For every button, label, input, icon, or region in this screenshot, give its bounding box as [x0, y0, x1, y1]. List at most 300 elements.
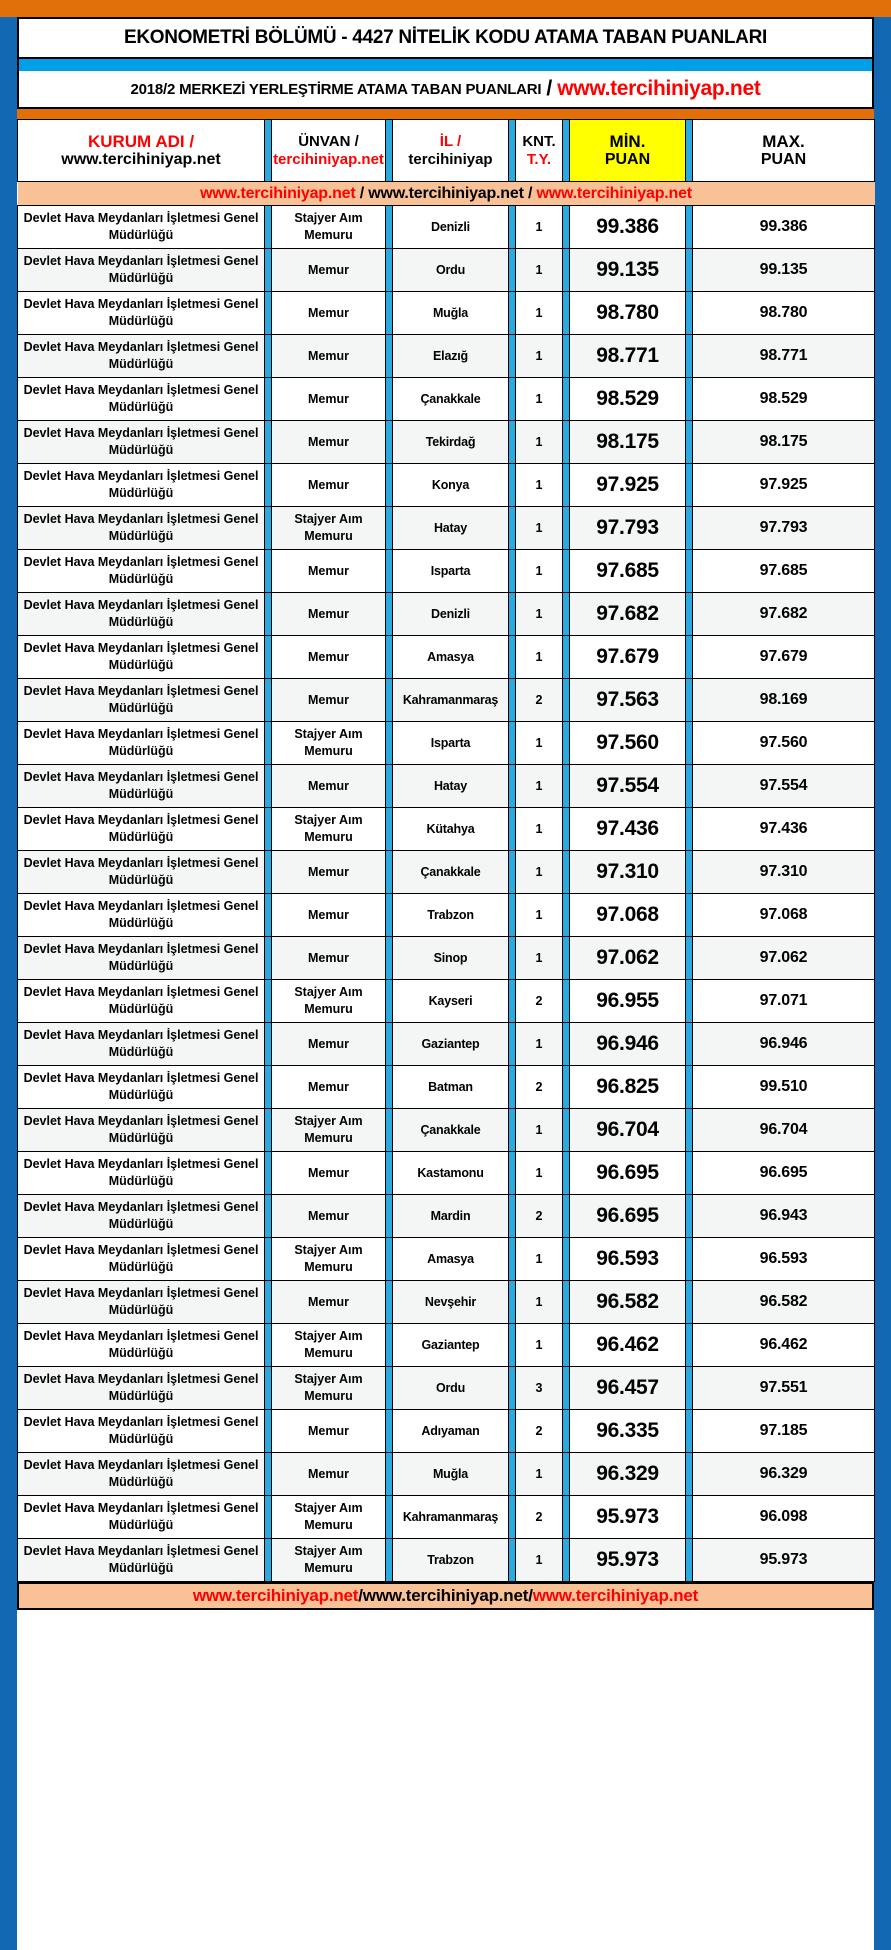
table-row	[18, 1324, 875, 1367]
cell-max-puan: 99.135	[693, 249, 875, 292]
column-separator	[509, 421, 516, 464]
cell-il: Hatay	[393, 507, 509, 550]
orange-divider	[17, 109, 874, 119]
cell-il: Konya	[393, 464, 509, 507]
column-separator	[686, 378, 693, 421]
column-separator	[563, 249, 570, 292]
column-separator	[686, 894, 693, 937]
column-header-kurum	[18, 120, 265, 182]
cell-il: Amasya	[393, 1238, 509, 1281]
column-separator	[265, 206, 272, 249]
cell-kurum: Devlet Hava Meydanları İşletmesi Genel Müdürlüğü	[18, 1324, 265, 1367]
cell-min-puan: 96.955	[570, 980, 686, 1023]
column-separator	[509, 378, 516, 421]
column-separator	[509, 636, 516, 679]
cell-max-puan: 96.695	[693, 1152, 875, 1195]
table-row	[18, 765, 875, 808]
cell-max-puan: 97.560	[693, 722, 875, 765]
cell-max-puan: 96.582	[693, 1281, 875, 1324]
column-separator	[686, 1109, 693, 1152]
column-separator	[509, 894, 516, 937]
cell-min-puan: 96.825	[570, 1066, 686, 1109]
cell-kurum: Devlet Hava Meydanları İşletmesi Genel Müdürlüğü	[18, 1152, 265, 1195]
cell-knt: 1	[516, 1539, 563, 1582]
column-separator	[386, 894, 393, 937]
column-separator	[686, 722, 693, 765]
column-separator	[563, 1281, 570, 1324]
cell-min-puan: 97.310	[570, 851, 686, 894]
watermark-band	[18, 182, 875, 206]
column-header-kurum-line2: www.tercihiniyap.net	[61, 151, 221, 169]
cell-max-puan: 99.510	[693, 1066, 875, 1109]
cell-kurum: Devlet Hava Meydanları İşletmesi Genel Müdürlüğü	[18, 464, 265, 507]
column-separator	[265, 421, 272, 464]
cell-knt: 1	[516, 765, 563, 808]
column-separator	[686, 980, 693, 1023]
column-separator	[265, 1539, 272, 1582]
cell-knt: 1	[516, 1453, 563, 1496]
column-separator	[265, 1324, 272, 1367]
column-header-max-line2: PUAN	[760, 151, 807, 169]
column-separator	[686, 1066, 693, 1109]
cell-il: Gaziantep	[393, 1324, 509, 1367]
column-separator	[509, 120, 516, 182]
column-separator	[509, 206, 516, 249]
cell-min-puan: 98.175	[570, 421, 686, 464]
table-row	[18, 378, 875, 421]
column-separator	[386, 636, 393, 679]
cell-max-puan: 96.946	[693, 1023, 875, 1066]
column-separator	[509, 1539, 516, 1582]
column-separator	[509, 722, 516, 765]
cell-unvan: Memur	[272, 1023, 386, 1066]
cell-kurum: Devlet Hava Meydanları İşletmesi Genel Müdürlüğü	[18, 292, 265, 335]
cell-knt: 3	[516, 1367, 563, 1410]
column-separator	[386, 249, 393, 292]
cell-il: Denizli	[393, 593, 509, 636]
cell-max-puan: 95.973	[693, 1539, 875, 1582]
column-separator	[509, 1195, 516, 1238]
cell-il: Sinop	[393, 937, 509, 980]
cell-unvan: Memur	[272, 1410, 386, 1453]
column-header-min-line1: MİN.	[609, 131, 646, 151]
column-separator	[686, 1539, 693, 1582]
cell-knt: 1	[516, 335, 563, 378]
cell-max-puan: 97.436	[693, 808, 875, 851]
cell-min-puan: 96.946	[570, 1023, 686, 1066]
column-header-unvan	[272, 120, 386, 182]
cell-knt: 1	[516, 507, 563, 550]
column-separator	[686, 937, 693, 980]
cell-min-puan: 95.973	[570, 1496, 686, 1539]
cell-min-puan: 96.329	[570, 1453, 686, 1496]
cell-unvan: Memur	[272, 249, 386, 292]
cell-min-puan: 96.335	[570, 1410, 686, 1453]
cell-max-puan: 98.771	[693, 335, 875, 378]
cell-il: Çanakkale	[393, 1109, 509, 1152]
column-separator	[265, 722, 272, 765]
cell-knt: 1	[516, 851, 563, 894]
column-separator	[563, 636, 570, 679]
page-title	[17, 17, 874, 59]
table-row	[18, 1367, 875, 1410]
table-row	[18, 1109, 875, 1152]
cell-max-puan: 97.554	[693, 765, 875, 808]
column-separator	[563, 593, 570, 636]
cell-unvan: Stajyer Aım Memuru	[272, 722, 386, 765]
cell-knt: 1	[516, 1281, 563, 1324]
table-row	[18, 937, 875, 980]
cell-unvan: Stajyer Aım Memuru	[272, 206, 386, 249]
column-separator	[386, 1281, 393, 1324]
column-separator	[386, 1023, 393, 1066]
cell-knt: 1	[516, 808, 563, 851]
column-separator	[386, 851, 393, 894]
column-separator	[686, 1410, 693, 1453]
column-separator	[563, 1324, 570, 1367]
footer-watermark-band	[17, 1582, 874, 1610]
top-orange-stripe	[0, 0, 891, 17]
table-body	[18, 206, 875, 1582]
column-separator	[563, 1023, 570, 1066]
cell-il: Kütahya	[393, 808, 509, 851]
cell-il: Kayseri	[393, 980, 509, 1023]
cell-max-puan: 96.593	[693, 1238, 875, 1281]
column-separator	[265, 980, 272, 1023]
column-separator	[563, 808, 570, 851]
cell-unvan: Memur	[272, 1152, 386, 1195]
table-row	[18, 1152, 875, 1195]
column-separator	[563, 937, 570, 980]
column-separator	[686, 1324, 693, 1367]
column-separator	[686, 1496, 693, 1539]
column-separator	[509, 1367, 516, 1410]
column-separator	[563, 1066, 570, 1109]
cell-il: Nevşehir	[393, 1281, 509, 1324]
cell-knt: 1	[516, 1238, 563, 1281]
footer-sep-2: /	[528, 1586, 533, 1605]
column-separator	[686, 120, 693, 182]
table-row	[18, 1453, 875, 1496]
column-separator	[386, 593, 393, 636]
table-row	[18, 894, 875, 937]
cell-unvan: Stajyer Aım Memuru	[272, 980, 386, 1023]
cell-il: Ordu	[393, 249, 509, 292]
cell-max-puan: 97.682	[693, 593, 875, 636]
column-separator	[563, 851, 570, 894]
column-separator	[386, 1195, 393, 1238]
cell-unvan: Memur	[272, 679, 386, 722]
column-separator	[265, 120, 272, 182]
column-separator	[386, 550, 393, 593]
column-separator	[563, 1539, 570, 1582]
cell-max-puan: 97.925	[693, 464, 875, 507]
column-separator	[386, 765, 393, 808]
column-separator	[386, 1109, 393, 1152]
column-separator	[563, 1367, 570, 1410]
page-subtitle	[17, 71, 874, 109]
column-header-kurum-line1: KURUM ADI /	[87, 131, 195, 151]
cell-il: Muğla	[393, 1453, 509, 1496]
cell-max-puan: 97.071	[693, 980, 875, 1023]
column-separator	[509, 593, 516, 636]
cell-unvan: Stajyer Aım Memuru	[272, 1238, 386, 1281]
cell-il: Çanakkale	[393, 378, 509, 421]
cell-min-puan: 97.685	[570, 550, 686, 593]
column-separator	[686, 765, 693, 808]
column-separator	[563, 507, 570, 550]
table-row	[18, 421, 875, 464]
column-separator	[386, 1539, 393, 1582]
cell-unvan: Memur	[272, 894, 386, 937]
cell-kurum: Devlet Hava Meydanları İşletmesi Genel Müdürlüğü	[18, 679, 265, 722]
column-separator	[265, 808, 272, 851]
column-separator	[563, 1109, 570, 1152]
cell-max-puan: 99.386	[693, 206, 875, 249]
column-separator	[265, 1066, 272, 1109]
column-separator	[686, 550, 693, 593]
column-separator	[386, 1324, 393, 1367]
cell-min-puan: 96.593	[570, 1238, 686, 1281]
cell-min-puan: 98.771	[570, 335, 686, 378]
table-row	[18, 1066, 875, 1109]
column-header-knt-line2: T.Y.	[526, 150, 552, 168]
column-separator	[686, 1453, 693, 1496]
column-separator	[265, 1496, 272, 1539]
cell-unvan: Memur	[272, 292, 386, 335]
cell-knt: 2	[516, 1066, 563, 1109]
cell-kurum: Devlet Hava Meydanları İşletmesi Genel Müdürlüğü	[18, 980, 265, 1023]
cell-knt: 2	[516, 1195, 563, 1238]
column-separator	[686, 851, 693, 894]
cell-kurum: Devlet Hava Meydanları İşletmesi Genel Müdürlüğü	[18, 507, 265, 550]
column-separator	[509, 464, 516, 507]
cell-unvan: Stajyer Aım Memuru	[272, 1109, 386, 1152]
footer-link-2[interactable]: www.tercihiniyap.net	[362, 1586, 529, 1605]
cell-knt: 1	[516, 464, 563, 507]
table-row	[18, 464, 875, 507]
column-separator	[509, 1496, 516, 1539]
subtitle-site-link[interactable]: www.tercihiniyap.net	[557, 77, 761, 100]
cell-kurum: Devlet Hava Meydanları İşletmesi Genel Müdürlüğü	[18, 1539, 265, 1582]
cell-il: Isparta	[393, 550, 509, 593]
cell-max-puan: 98.169	[693, 679, 875, 722]
column-separator	[509, 1281, 516, 1324]
column-separator	[265, 765, 272, 808]
footer-link-3[interactable]: www.tercihiniyap.net	[532, 1586, 699, 1605]
column-separator	[686, 1195, 693, 1238]
cell-max-puan: 96.462	[693, 1324, 875, 1367]
column-separator	[509, 507, 516, 550]
column-separator	[686, 421, 693, 464]
cell-max-puan: 96.704	[693, 1109, 875, 1152]
cell-max-puan: 97.310	[693, 851, 875, 894]
cell-il: Hatay	[393, 765, 509, 808]
cell-max-puan: 97.551	[693, 1367, 875, 1410]
cell-min-puan: 97.563	[570, 679, 686, 722]
column-separator	[386, 507, 393, 550]
column-separator	[563, 206, 570, 249]
cell-min-puan: 97.682	[570, 593, 686, 636]
cell-unvan: Stajyer Aım Memuru	[272, 1496, 386, 1539]
cell-min-puan: 95.973	[570, 1539, 686, 1582]
column-separator	[386, 1152, 393, 1195]
cell-min-puan: 96.462	[570, 1324, 686, 1367]
column-separator	[563, 421, 570, 464]
column-separator	[265, 378, 272, 421]
cell-unvan: Memur	[272, 335, 386, 378]
cell-min-puan: 97.068	[570, 894, 686, 937]
cell-kurum: Devlet Hava Meydanları İşletmesi Genel Müdürlüğü	[18, 1453, 265, 1496]
table-row	[18, 679, 875, 722]
cell-unvan: Stajyer Aım Memuru	[272, 808, 386, 851]
cell-min-puan: 97.679	[570, 636, 686, 679]
column-header-knt	[516, 120, 563, 182]
cell-unvan: Memur	[272, 636, 386, 679]
cell-min-puan: 96.704	[570, 1109, 686, 1152]
column-separator	[509, 1109, 516, 1152]
column-separator	[686, 249, 693, 292]
column-separator	[509, 1410, 516, 1453]
column-separator	[386, 1066, 393, 1109]
watermark-sep-1: /	[355, 184, 369, 202]
watermark-link-3[interactable]: www.tercihiniyap.net	[536, 184, 692, 202]
column-separator	[265, 636, 272, 679]
column-separator	[265, 1152, 272, 1195]
cell-unvan: Memur	[272, 1453, 386, 1496]
cell-il: Tekirdağ	[393, 421, 509, 464]
column-separator	[509, 679, 516, 722]
column-separator	[265, 507, 272, 550]
cell-min-puan: 96.695	[570, 1195, 686, 1238]
subtitle-left-text: 2018/2 MERKEZİ YERLEŞTİRME ATAMA TABAN PUANLARI	[130, 80, 542, 98]
column-header-il-line2: tercihiniyap	[408, 150, 493, 168]
table-row	[18, 593, 875, 636]
table-row	[18, 292, 875, 335]
cell-min-puan: 97.925	[570, 464, 686, 507]
column-separator	[509, 1238, 516, 1281]
cell-min-puan: 97.062	[570, 937, 686, 980]
column-separator	[265, 1023, 272, 1066]
page-title-text: EKONOMETRİ BÖLÜMÜ - 4427 NİTELİK KODU ATAMA TABAN PUANLARI	[123, 27, 768, 48]
table-row	[18, 206, 875, 249]
cell-il: Gaziantep	[393, 1023, 509, 1066]
cell-kurum: Devlet Hava Meydanları İşletmesi Genel Müdürlüğü	[18, 206, 265, 249]
column-separator	[265, 1238, 272, 1281]
column-separator	[563, 980, 570, 1023]
cell-il: Kastamonu	[393, 1152, 509, 1195]
cell-kurum: Devlet Hava Meydanları İşletmesi Genel Müdürlüğü	[18, 550, 265, 593]
cell-knt: 1	[516, 636, 563, 679]
column-separator	[386, 722, 393, 765]
cell-knt: 1	[516, 206, 563, 249]
column-separator	[386, 1367, 393, 1410]
column-separator	[686, 1367, 693, 1410]
cyan-divider	[17, 59, 874, 71]
column-separator	[509, 980, 516, 1023]
column-separator	[509, 249, 516, 292]
column-separator	[686, 679, 693, 722]
watermark-link-1[interactable]: www.tercihiniyap.net	[200, 184, 356, 202]
cell-knt: 1	[516, 1109, 563, 1152]
cell-max-puan: 96.098	[693, 1496, 875, 1539]
column-separator	[563, 1152, 570, 1195]
column-separator	[686, 335, 693, 378]
cell-unvan: Memur	[272, 421, 386, 464]
table-row	[18, 1195, 875, 1238]
column-separator	[265, 894, 272, 937]
cell-unvan: Memur	[272, 765, 386, 808]
column-separator	[265, 1195, 272, 1238]
column-separator	[386, 937, 393, 980]
table-row	[18, 550, 875, 593]
watermark-link-2[interactable]: www.tercihiniyap.net	[368, 184, 524, 202]
column-header-unvan-line1: ÜNVAN /	[298, 133, 359, 151]
cell-max-puan: 97.185	[693, 1410, 875, 1453]
cell-min-puan: 97.554	[570, 765, 686, 808]
column-separator	[686, 507, 693, 550]
cell-max-puan: 97.062	[693, 937, 875, 980]
subtitle-separator: /	[546, 77, 553, 100]
cell-knt: 1	[516, 593, 563, 636]
column-separator	[265, 1410, 272, 1453]
column-separator	[386, 292, 393, 335]
watermark-sep-2: /	[523, 184, 537, 202]
column-separator	[386, 1453, 393, 1496]
column-separator	[265, 249, 272, 292]
cell-knt: 1	[516, 1023, 563, 1066]
cell-knt: 1	[516, 894, 563, 937]
column-separator	[265, 937, 272, 980]
column-separator	[386, 421, 393, 464]
cell-il: Batman	[393, 1066, 509, 1109]
cell-max-puan: 97.685	[693, 550, 875, 593]
cell-il: Kahramanmaraş	[393, 1496, 509, 1539]
table-row	[18, 335, 875, 378]
cell-min-puan: 97.793	[570, 507, 686, 550]
cell-kurum: Devlet Hava Meydanları İşletmesi Genel Müdürlüğü	[18, 851, 265, 894]
footer-link-1[interactable]: www.tercihiniyap.net	[192, 1586, 359, 1605]
table-row	[18, 808, 875, 851]
column-header-min-line2: PUAN	[604, 151, 651, 169]
cell-min-puan: 96.582	[570, 1281, 686, 1324]
cell-kurum: Devlet Hava Meydanları İşletmesi Genel Müdürlüğü	[18, 249, 265, 292]
column-separator	[686, 808, 693, 851]
column-separator	[563, 550, 570, 593]
content-area	[17, 17, 874, 1610]
table-row	[18, 507, 875, 550]
cell-knt: 1	[516, 1324, 563, 1367]
cell-unvan: Stajyer Aım Memuru	[272, 1367, 386, 1410]
cell-min-puan: 98.780	[570, 292, 686, 335]
cell-unvan: Memur	[272, 593, 386, 636]
column-separator	[386, 808, 393, 851]
cell-il: Elazığ	[393, 335, 509, 378]
cell-knt: 1	[516, 937, 563, 980]
watermark-band-row	[18, 182, 875, 206]
cell-max-puan: 97.793	[693, 507, 875, 550]
column-separator	[386, 1410, 393, 1453]
table-row	[18, 249, 875, 292]
cell-kurum: Devlet Hava Meydanları İşletmesi Genel Müdürlüğü	[18, 335, 265, 378]
cell-knt: 1	[516, 722, 563, 765]
cell-unvan: Memur	[272, 550, 386, 593]
cell-kurum: Devlet Hava Meydanları İşletmesi Genel Müdürlüğü	[18, 1195, 265, 1238]
column-separator	[563, 464, 570, 507]
cell-il: Isparta	[393, 722, 509, 765]
cell-max-puan: 96.943	[693, 1195, 875, 1238]
cell-knt: 2	[516, 1410, 563, 1453]
